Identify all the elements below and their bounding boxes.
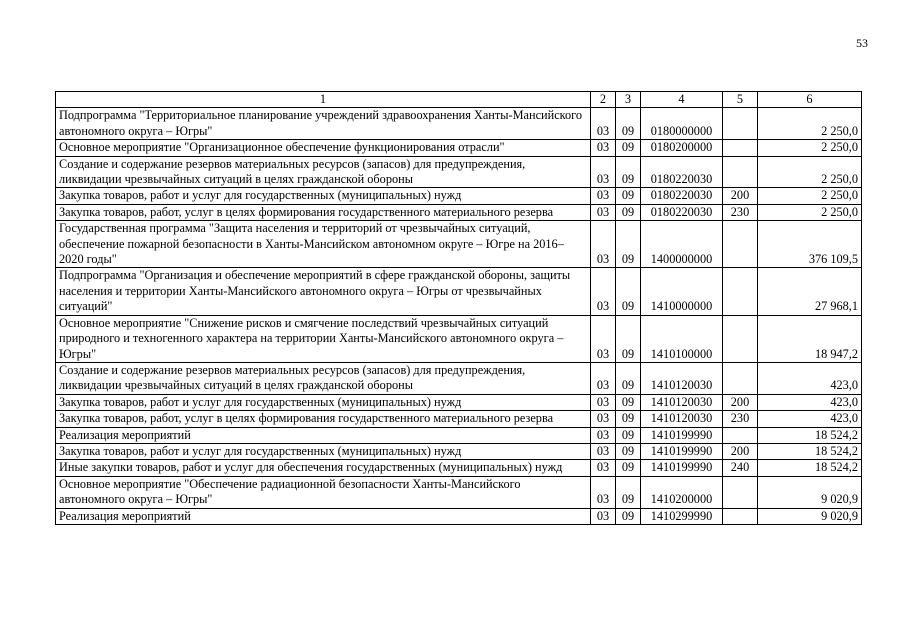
table-row <box>56 476 862 508</box>
row-name-cell: Подпрограмма "Организация и обеспечение мероприятий в сфере гражданской обороны, защиты населения и территории Ханты-Мансийского автономного округа – Югры от чрезвычайных ситуаций" <box>56 268 591 315</box>
row-section-cell: 03 <box>591 443 616 459</box>
row-name-cell: Реализация мероприятий <box>56 427 591 443</box>
row-expense-type-cell <box>723 221 758 268</box>
row-subsection-cell: 09 <box>616 443 641 459</box>
row-section-cell: 03 <box>591 268 616 315</box>
row-expense-type-cell <box>723 508 758 524</box>
row-target-code-cell: 1410100000 <box>641 315 723 362</box>
row-name-cell: Подпрограмма "Территориальное планирование учреждений здравоохранения Ханты-Мансийского автономного округа – Югры" <box>56 108 591 140</box>
row-subsection-cell: 09 <box>616 108 641 140</box>
row-amount-cell: 423,0 <box>758 394 862 410</box>
row-section-cell: 03 <box>591 460 616 476</box>
header-cell-3: 3 <box>616 92 641 108</box>
table-row <box>56 460 862 476</box>
table-row <box>56 140 862 156</box>
row-section-cell: 03 <box>591 427 616 443</box>
row-section-cell: 03 <box>591 394 616 410</box>
row-subsection-cell: 09 <box>616 460 641 476</box>
row-expense-type-cell: 200 <box>723 394 758 410</box>
row-amount-cell: 423,0 <box>758 411 862 427</box>
row-target-code-cell: 1410120030 <box>641 411 723 427</box>
row-name-cell: Закупка товаров, работ и услуг для государственных (муниципальных) нужд <box>56 394 591 410</box>
row-amount-cell: 2 250,0 <box>758 140 862 156</box>
row-section-cell: 03 <box>591 140 616 156</box>
row-subsection-cell: 09 <box>616 140 641 156</box>
row-subsection-cell: 09 <box>616 508 641 524</box>
row-name-cell: Иные закупки товаров, работ и услуг для обеспечения государственных (муниципальных) нужд <box>56 460 591 476</box>
row-section-cell: 03 <box>591 108 616 140</box>
row-target-code-cell: 1410299990 <box>641 508 723 524</box>
row-target-code-cell: 1410120030 <box>641 362 723 394</box>
row-amount-cell: 9 020,9 <box>758 508 862 524</box>
row-target-code-cell: 0180000000 <box>641 108 723 140</box>
row-name-cell: Основное мероприятие "Организационное обеспечение функционирования отрасли" <box>56 140 591 156</box>
row-expense-type-cell <box>723 108 758 140</box>
row-name-cell: Реализация мероприятий <box>56 508 591 524</box>
header-cell-2: 2 <box>591 92 616 108</box>
row-amount-cell: 2 250,0 <box>758 108 862 140</box>
row-name-cell: Закупка товаров, работ, услуг в целях формирования государственного материального резерва <box>56 204 591 220</box>
row-section-cell: 03 <box>591 156 616 188</box>
table-row <box>56 362 862 394</box>
row-name-cell: Закупка товаров, работ и услуг для государственных (муниципальных) нужд <box>56 188 591 204</box>
row-expense-type-cell: 200 <box>723 443 758 459</box>
row-amount-cell: 27 968,1 <box>758 268 862 315</box>
row-section-cell: 03 <box>591 508 616 524</box>
table-row <box>56 188 862 204</box>
row-section-cell: 03 <box>591 476 616 508</box>
row-expense-type-cell: 230 <box>723 411 758 427</box>
table-row <box>56 508 862 524</box>
row-name-cell: Закупка товаров, работ и услуг для государственных (муниципальных) нужд <box>56 443 591 459</box>
row-expense-type-cell: 200 <box>723 188 758 204</box>
row-target-code-cell: 0180220030 <box>641 204 723 220</box>
row-subsection-cell: 09 <box>616 188 641 204</box>
row-subsection-cell: 09 <box>616 394 641 410</box>
table-row <box>56 221 862 268</box>
row-target-code-cell: 1400000000 <box>641 221 723 268</box>
row-name-cell: Основное мероприятие "Снижение рисков и смягчение последствий чрезвычайных ситуаций природного и техногенного характера на территории Ханты-Мансийского автономного округа – Югры" <box>56 315 591 362</box>
header-cell-5: 5 <box>723 92 758 108</box>
row-amount-cell: 18 524,2 <box>758 443 862 459</box>
row-amount-cell: 18 524,2 <box>758 460 862 476</box>
row-target-code-cell: 1410200000 <box>641 476 723 508</box>
row-expense-type-cell <box>723 476 758 508</box>
row-subsection-cell: 09 <box>616 427 641 443</box>
row-expense-type-cell <box>723 315 758 362</box>
row-target-code-cell: 1410199990 <box>641 460 723 476</box>
table-row <box>56 156 862 188</box>
row-amount-cell: 2 250,0 <box>758 156 862 188</box>
row-expense-type-cell: 240 <box>723 460 758 476</box>
header-cell-6: 6 <box>758 92 862 108</box>
row-subsection-cell: 09 <box>616 315 641 362</box>
row-expense-type-cell <box>723 427 758 443</box>
row-amount-cell: 18 947,2 <box>758 315 862 362</box>
row-name-cell: Создание и содержание резервов материальных ресурсов (запасов) для предупреждения, ликвидации чрезвычайных ситуаций в целях гражданской обороны <box>56 156 591 188</box>
row-section-cell: 03 <box>591 221 616 268</box>
header-cell-1: 1 <box>56 92 591 108</box>
row-section-cell: 03 <box>591 411 616 427</box>
table-row <box>56 108 862 140</box>
table-header-row <box>56 92 862 108</box>
row-target-code-cell: 1410120030 <box>641 394 723 410</box>
row-target-code-cell: 0180220030 <box>641 156 723 188</box>
table-row <box>56 411 862 427</box>
row-target-code-cell: 1410199990 <box>641 443 723 459</box>
row-name-cell: Основное мероприятие "Обеспечение радиационной безопасности Ханты-Мансийского автономного округа – Югры" <box>56 476 591 508</box>
row-subsection-cell: 09 <box>616 204 641 220</box>
row-amount-cell: 9 020,9 <box>758 476 862 508</box>
row-subsection-cell: 09 <box>616 411 641 427</box>
table-row <box>56 315 862 362</box>
row-expense-type-cell <box>723 362 758 394</box>
row-subsection-cell: 09 <box>616 268 641 315</box>
row-subsection-cell: 09 <box>616 362 641 394</box>
row-target-code-cell: 0180220030 <box>641 188 723 204</box>
row-amount-cell: 18 524,2 <box>758 427 862 443</box>
row-target-code-cell: 1410199990 <box>641 427 723 443</box>
row-name-cell: Создание и содержание резервов материальных ресурсов (запасов) для предупреждения, ликвидации чрезвычайных ситуаций в целях гражданской обороны <box>56 362 591 394</box>
row-subsection-cell: 09 <box>616 156 641 188</box>
row-subsection-cell: 09 <box>616 221 641 268</box>
row-expense-type-cell <box>723 268 758 315</box>
header-cell-4: 4 <box>641 92 723 108</box>
row-expense-type-cell: 230 <box>723 204 758 220</box>
table-row <box>56 394 862 410</box>
table-row <box>56 204 862 220</box>
row-target-code-cell: 0180200000 <box>641 140 723 156</box>
row-amount-cell: 2 250,0 <box>758 188 862 204</box>
row-amount-cell: 423,0 <box>758 362 862 394</box>
table-row <box>56 268 862 315</box>
row-name-cell: Закупка товаров, работ, услуг в целях формирования государственного материального резерва <box>56 411 591 427</box>
row-section-cell: 03 <box>591 315 616 362</box>
row-target-code-cell: 1410000000 <box>641 268 723 315</box>
row-subsection-cell: 09 <box>616 476 641 508</box>
page-number: 53 <box>856 36 868 50</box>
row-section-cell: 03 <box>591 188 616 204</box>
budget-table <box>55 91 862 525</box>
table-row <box>56 427 862 443</box>
row-expense-type-cell <box>723 156 758 188</box>
row-expense-type-cell <box>723 140 758 156</box>
row-section-cell: 03 <box>591 204 616 220</box>
row-name-cell: Государственная программа "Защита населения и территорий от чрезвычайных ситуаций, обеспечение пожарной безопасности в Ханты-Мансийском автономном округе – Югре на 2016–2020 годы" <box>56 221 591 268</box>
row-amount-cell: 2 250,0 <box>758 204 862 220</box>
table-row <box>56 443 862 459</box>
row-amount-cell: 376 109,5 <box>758 221 862 268</box>
row-section-cell: 03 <box>591 362 616 394</box>
